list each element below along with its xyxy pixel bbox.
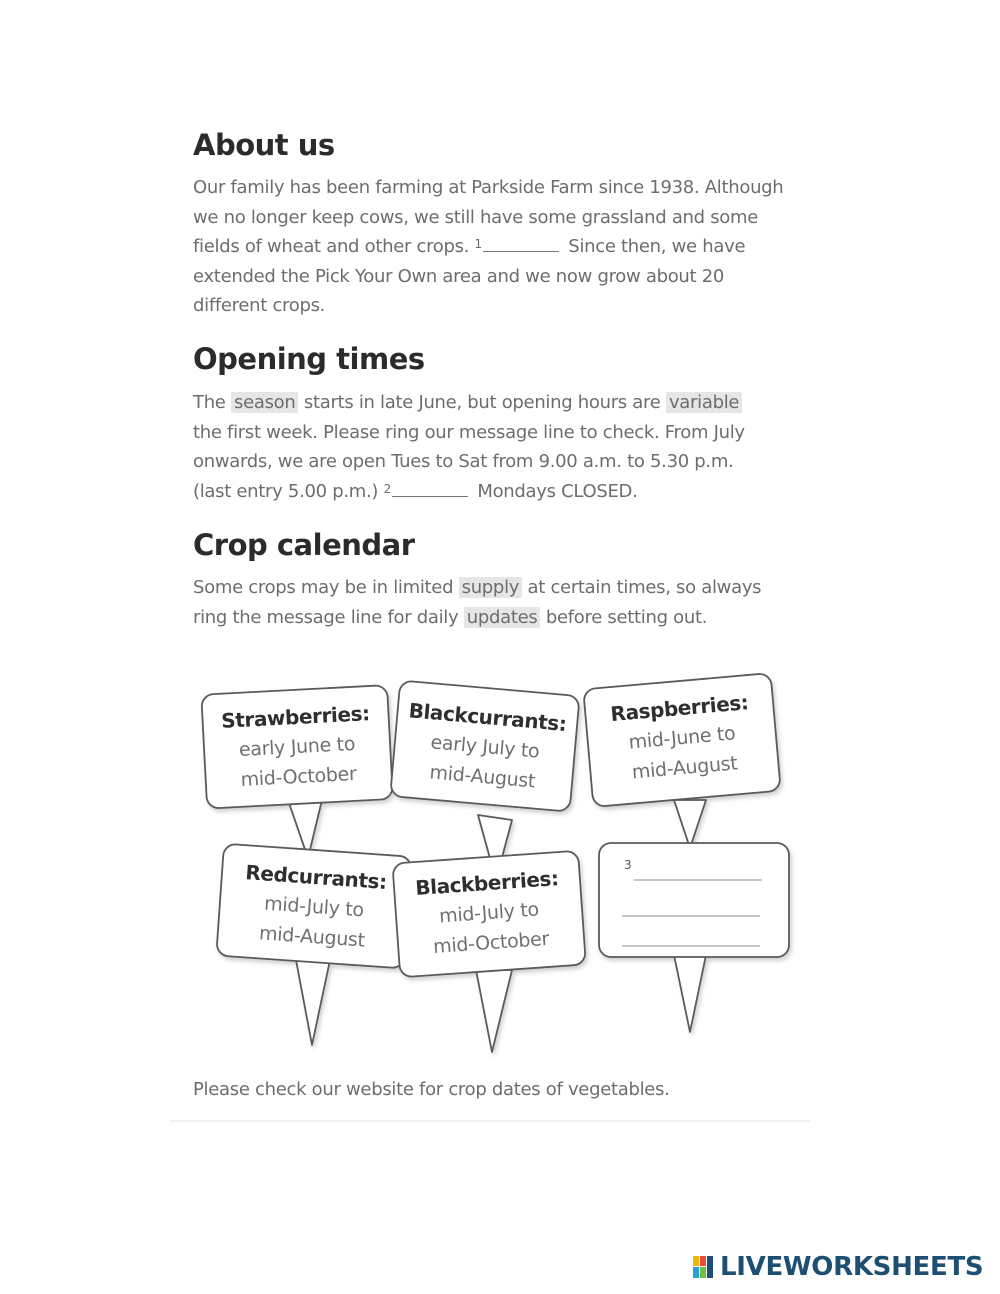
sign-strawberries-line1: early June to <box>238 732 356 762</box>
sign-blackberries <box>393 862 585 965</box>
sign-blackberries-title: Blackberries: <box>414 866 560 901</box>
sign-redcurrants-line2: mid-August <box>258 922 366 952</box>
footer-note: Please check our website for crop dates of vegetables. <box>193 1079 670 1100</box>
highlight-season: season <box>231 392 298 413</box>
highlight-updates: updates <box>464 607 541 628</box>
sign-blackcurrants-title: Blackcurrants: <box>407 698 568 736</box>
sign-raspberries-line2: mid-August <box>630 752 739 784</box>
sign-blackberries-line1: mid-July to <box>438 898 540 928</box>
opening-line-1-b: starts in late June, but opening hours are <box>298 392 666 413</box>
opening-line-4-end: Mondays CLOSED. <box>471 480 638 502</box>
sign-redcurrants-title: Redcurrants: <box>244 860 388 894</box>
opening-line-2: the first week. Please ring our message line to check. From July <box>193 421 745 443</box>
liveworksheets-logo-text: LIVEWORKSHEETS <box>720 1252 984 1282</box>
highlight-variable: variable <box>666 392 742 413</box>
footer-divider <box>170 1120 810 1122</box>
opening-heading: Opening times <box>193 342 425 376</box>
sign-blackcurrants-line1: early July to <box>429 731 541 763</box>
about-line-2: we no longer keep cows, we still have some grassland and some <box>193 206 759 228</box>
crop-line-1-a: Some crops may be in limited <box>193 577 459 598</box>
crop-heading: Crop calendar <box>193 528 415 562</box>
sign-raspberries <box>584 685 779 791</box>
opening-line-3: onwards, we are open Tues to Sat from 9.00 a.m. to 5.30 p.m. <box>193 451 734 472</box>
about-line-3-end: Since then, we have <box>562 236 746 257</box>
sign-strawberries-line2: mid-October <box>240 762 358 791</box>
crop-line-2-b: before setting out. <box>540 606 708 628</box>
gap-1-number: 1 <box>474 237 482 251</box>
crop-line-1-b: at certain times, so always <box>522 577 762 598</box>
opening-line-4-text: (last entry 5.00 p.m.) <box>193 480 384 502</box>
about-line-3-text: fields of wheat and other crops. <box>193 236 475 257</box>
about-line-1: Our family has been farming at Parkside Farm since 1938. Although <box>193 177 784 198</box>
sign-raspberries-line1: mid-June to <box>627 722 737 754</box>
stake-raspberries <box>674 800 706 848</box>
stake-blank <box>674 955 706 1032</box>
about-heading: About us <box>193 128 335 162</box>
gap-2-number: 2 <box>383 481 391 496</box>
blank-sign-number: 3 <box>624 858 632 872</box>
sign-raspberries-title: Raspberries: <box>609 690 750 727</box>
sign-blackcurrants <box>391 694 578 799</box>
opening-line-1-a: The <box>193 392 231 413</box>
sign-blackberries-line2: mid-October <box>432 927 550 958</box>
sign-strawberries-title: Strawberries: <box>220 701 371 733</box>
sign-redcurrants-line1: mid-July to <box>263 892 365 922</box>
liveworksheets-logo <box>692 1252 983 1282</box>
sign-strawberries <box>202 697 392 797</box>
sign-redcurrants <box>217 856 411 959</box>
highlight-supply: supply <box>459 577 523 598</box>
about-line-4: extended the Pick Your Own area and we now grow about 20 <box>193 265 725 287</box>
sign-blackcurrants-line2: mid-August <box>428 761 537 793</box>
crop-line-2-a: ring the message line for daily <box>193 606 464 628</box>
liveworksheets-logo-icon <box>692 1254 718 1280</box>
stake-redcurrants <box>296 960 330 1045</box>
about-line-5: different crops. <box>193 295 326 316</box>
stake-blackberries <box>476 970 512 1052</box>
